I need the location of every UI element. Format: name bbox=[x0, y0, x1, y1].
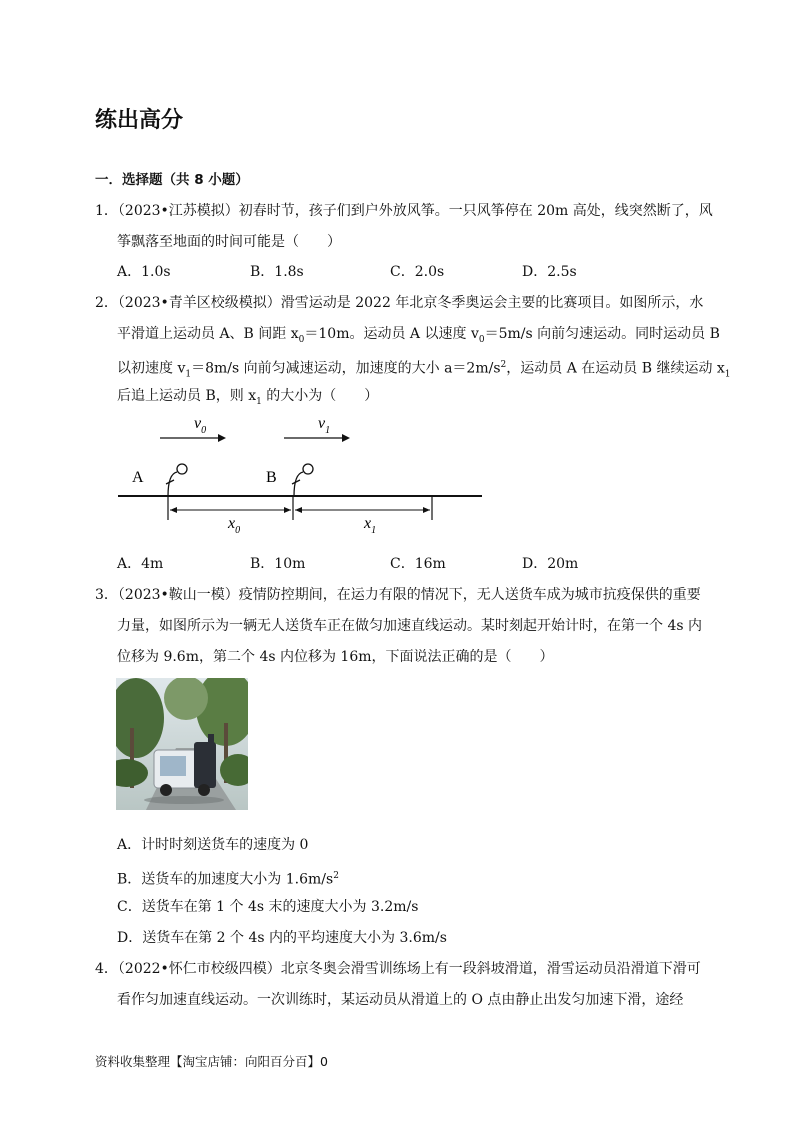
q2-option-c: C．16m bbox=[390, 556, 446, 572]
x1-label: $x_1$ bbox=[364, 515, 377, 536]
q2-option-d: D．20m bbox=[522, 556, 579, 572]
v0-arrowhead bbox=[218, 434, 226, 442]
q4-line2: 看作匀加速直线运动。一次训练时，某运动员从滑道上的 O 点由静止出发匀加速下滑，途经 bbox=[117, 992, 684, 1008]
delivery-vehicle-photo bbox=[116, 678, 248, 810]
q4-line1: 4．（2022•怀仁市校级四模）北京冬奥会滑雪训练场上有一段斜坡滑道，滑雪运动员沿滑道下滑可 bbox=[95, 961, 701, 977]
section-heading: 一．选择题（共 8 小题） bbox=[95, 172, 249, 188]
x0-label: $x_0$ bbox=[228, 515, 241, 536]
q3-line3: 位移为 9.6m，第二个 4s 内位移为 16m，下面说法正确的是（ ） bbox=[117, 649, 554, 665]
q1-line1: 1．（2023•江苏模拟）初春时节，孩子们到户外放风筝。一只风筝停在 20m 高处，线突然断了，风 bbox=[95, 203, 713, 219]
q1-line2: 筝飘落至地面的时间可能是（ ） bbox=[117, 234, 341, 250]
skier-a-icon bbox=[160, 464, 192, 496]
q1-option-c: C．2.0s bbox=[390, 264, 445, 280]
q2-line2: 平滑道上运动员 A、B 间距 $x_0=10m$。运动员 A 以速度 $v_0=5m/s$ 向前匀速运动。同时运动员 B bbox=[117, 326, 720, 345]
v0-label: $v_0$ bbox=[194, 415, 207, 436]
q2-option-a: A．4m bbox=[117, 556, 164, 572]
q2-option-b: B．10m bbox=[250, 556, 306, 572]
label-a: A bbox=[132, 469, 144, 486]
page-title: 练出高分 bbox=[95, 108, 184, 133]
q1-option-a: A．1.0s bbox=[117, 264, 171, 280]
q2-line3: 以初速度 $v_1=8m/s$ 向前匀减速运动，加速度的大小 $a=2m/s^2$，运动员 A 在运动员 B 继续运动 $x_1$ bbox=[117, 360, 731, 380]
q3-option-b: B．送货车的加速度大小为 $1.6m/s^2$ bbox=[117, 871, 339, 888]
label-b: B bbox=[266, 469, 277, 486]
q3-option-c: C．送货车在第 1 个 4s 末的速度大小为 3.2m/s bbox=[117, 899, 419, 915]
q2-line1: 2．（2023•青羊区校级模拟）滑雪运动是 2022 年北京冬季奥运会主要的比赛项目。如图所示，水 bbox=[95, 295, 704, 311]
q3-option-a: A．计时时刻送货车的速度为 0 bbox=[117, 837, 309, 853]
v1-arrowhead bbox=[342, 434, 350, 442]
v1-label: $v_1$ bbox=[318, 415, 331, 436]
page-footer: 资料收集整理【淘宝店铺：向阳百分百】0 bbox=[95, 1054, 328, 1069]
q2-line4: 后追上运动员 B，则 $x_1$ 的大小为（ ） bbox=[117, 388, 379, 407]
q3-option-d: D．送货车在第 2 个 4s 内的平均速度大小为 3.6m/s bbox=[117, 930, 447, 946]
skiing-diagram bbox=[110, 410, 490, 540]
q1-option-b: B．1.8s bbox=[250, 264, 304, 280]
q3-line1: 3．（2023•鞍山一模）疫情防控期间，在运力有限的情况下，无人送货车成为城市抗疫保供的重要 bbox=[95, 587, 701, 603]
q3-line2: 力量，如图所示为一辆无人送货车正在做匀加速直线运动。某时刻起开始计时，在第一个 4s 内 bbox=[117, 618, 702, 634]
skier-b-icon bbox=[286, 464, 318, 496]
q1-option-d: D．2.5s bbox=[522, 264, 577, 280]
